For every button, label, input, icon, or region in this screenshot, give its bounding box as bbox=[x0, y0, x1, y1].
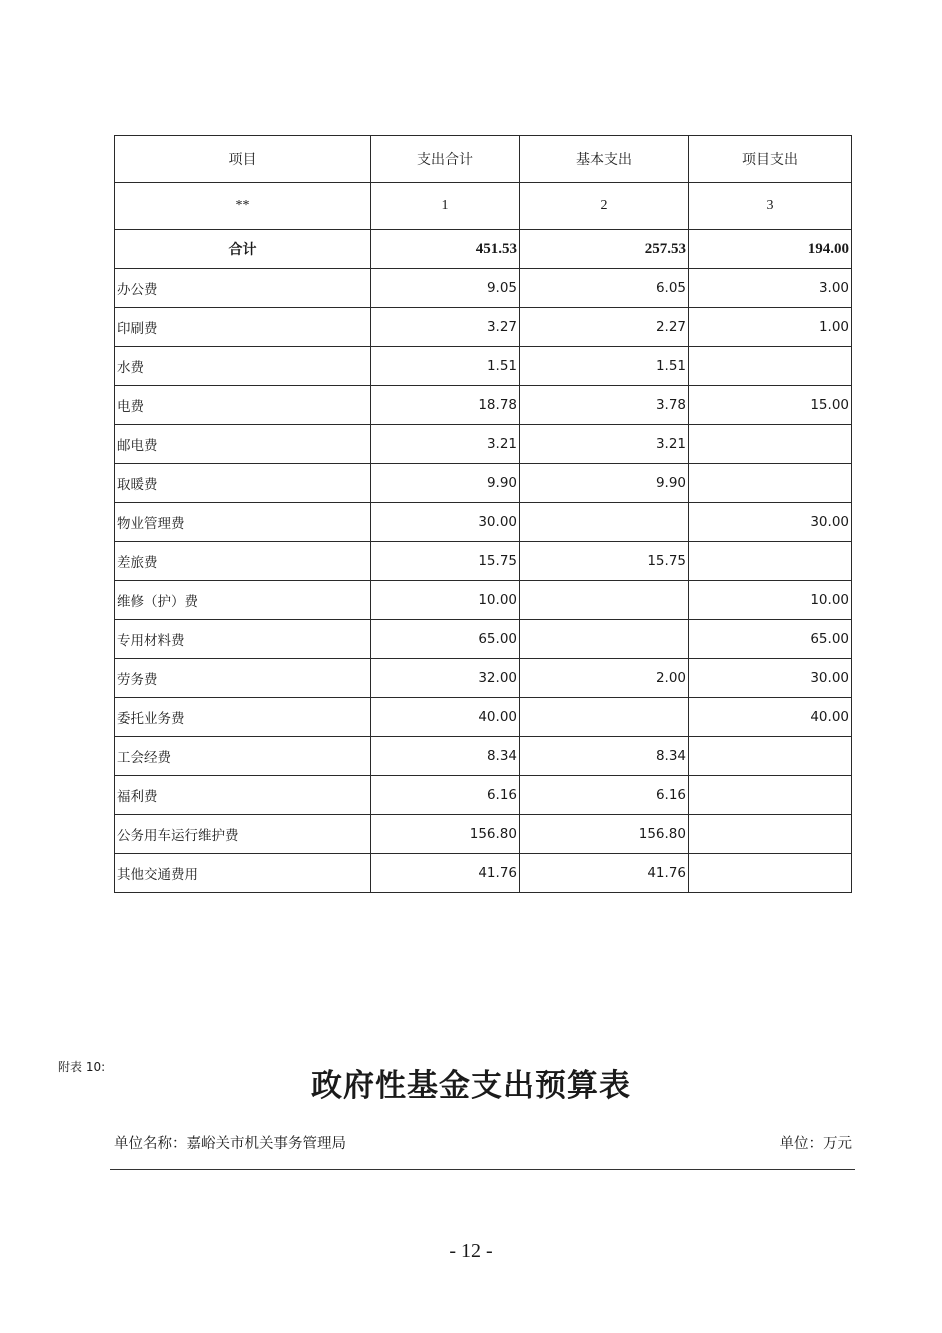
item-total: 41.76 bbox=[371, 854, 520, 893]
item-name: 其他交通费用 bbox=[115, 854, 371, 893]
index-cell: ** bbox=[115, 183, 371, 230]
table-row bbox=[115, 542, 852, 581]
item-basic: 3.21 bbox=[520, 425, 689, 464]
item-total: 15.75 bbox=[371, 542, 520, 581]
total-label: 合计 bbox=[115, 230, 371, 269]
section-title: 政府性基金支出预算表 bbox=[311, 1068, 631, 1104]
table-row bbox=[115, 854, 852, 893]
table-row bbox=[115, 269, 852, 308]
item-name: 水费 bbox=[115, 347, 371, 386]
item-project bbox=[689, 776, 852, 815]
total-sum: 451.53 bbox=[371, 230, 520, 269]
item-total: 10.00 bbox=[371, 581, 520, 620]
item-project: 10.00 bbox=[689, 581, 852, 620]
item-name: 电费 bbox=[115, 386, 371, 425]
item-total: 3.21 bbox=[371, 425, 520, 464]
unit-name: 单位名称：嘉峪关市机关事务管理局 bbox=[114, 1136, 346, 1152]
item-total: 8.34 bbox=[371, 737, 520, 776]
table-row bbox=[115, 464, 852, 503]
item-name: 印刷费 bbox=[115, 308, 371, 347]
item-basic: 1.51 bbox=[520, 347, 689, 386]
page-number: - 12 - bbox=[449, 1240, 493, 1262]
item-name: 物业管理费 bbox=[115, 503, 371, 542]
table-index-row bbox=[115, 183, 852, 230]
item-basic bbox=[520, 698, 689, 737]
item-total: 32.00 bbox=[371, 659, 520, 698]
item-rows bbox=[115, 269, 852, 893]
item-basic: 3.78 bbox=[520, 386, 689, 425]
item-project bbox=[689, 854, 852, 893]
item-project: 30.00 bbox=[689, 503, 852, 542]
total-project: 194.00 bbox=[689, 230, 852, 269]
index-cell: 3 bbox=[689, 183, 852, 230]
item-total: 3.27 bbox=[371, 308, 520, 347]
item-basic: 6.05 bbox=[520, 269, 689, 308]
item-basic: 2.27 bbox=[520, 308, 689, 347]
table-row bbox=[115, 425, 852, 464]
item-project: 65.00 bbox=[689, 620, 852, 659]
item-name: 专用材料费 bbox=[115, 620, 371, 659]
index-cell: 2 bbox=[520, 183, 689, 230]
item-project bbox=[689, 464, 852, 503]
item-total: 30.00 bbox=[371, 503, 520, 542]
item-project: 30.00 bbox=[689, 659, 852, 698]
item-total: 65.00 bbox=[371, 620, 520, 659]
item-name: 劳务费 bbox=[115, 659, 371, 698]
item-total: 9.90 bbox=[371, 464, 520, 503]
item-total: 40.00 bbox=[371, 698, 520, 737]
item-basic: 6.16 bbox=[520, 776, 689, 815]
item-project bbox=[689, 347, 852, 386]
table-row bbox=[115, 581, 852, 620]
table-row bbox=[115, 815, 852, 854]
item-name: 委托业务费 bbox=[115, 698, 371, 737]
item-project bbox=[689, 737, 852, 776]
item-name: 差旅费 bbox=[115, 542, 371, 581]
item-basic: 8.34 bbox=[520, 737, 689, 776]
header-total: 支出合计 bbox=[371, 136, 520, 183]
item-basic: 41.76 bbox=[520, 854, 689, 893]
table-row bbox=[115, 776, 852, 815]
expenditure-table bbox=[114, 135, 852, 893]
item-project: 15.00 bbox=[689, 386, 852, 425]
item-total: 6.16 bbox=[371, 776, 520, 815]
item-name: 工会经费 bbox=[115, 737, 371, 776]
header-basic: 基本支出 bbox=[520, 136, 689, 183]
table-row bbox=[115, 347, 852, 386]
header-item: 项目 bbox=[115, 136, 371, 183]
total-row bbox=[115, 230, 852, 269]
item-name: 取暖费 bbox=[115, 464, 371, 503]
item-name: 维修（护）费 bbox=[115, 581, 371, 620]
table-row bbox=[115, 620, 852, 659]
item-basic: 15.75 bbox=[520, 542, 689, 581]
item-total: 9.05 bbox=[371, 269, 520, 308]
item-total: 18.78 bbox=[371, 386, 520, 425]
item-basic bbox=[520, 503, 689, 542]
item-project bbox=[689, 425, 852, 464]
item-project: 40.00 bbox=[689, 698, 852, 737]
unit-measure: 单位：万元 bbox=[779, 1136, 852, 1152]
appendix-label: 附表 10: bbox=[58, 1060, 106, 1074]
item-name: 福利费 bbox=[115, 776, 371, 815]
item-basic bbox=[520, 620, 689, 659]
item-basic bbox=[520, 581, 689, 620]
index-cell: 1 bbox=[371, 183, 520, 230]
table-row bbox=[115, 659, 852, 698]
table-row bbox=[115, 737, 852, 776]
item-total: 156.80 bbox=[371, 815, 520, 854]
item-name: 邮电费 bbox=[115, 425, 371, 464]
table-row bbox=[115, 698, 852, 737]
table-header-row bbox=[115, 136, 852, 183]
table-row bbox=[115, 386, 852, 425]
item-basic: 2.00 bbox=[520, 659, 689, 698]
header-project: 项目支出 bbox=[689, 136, 852, 183]
divider bbox=[110, 1169, 855, 1170]
item-project bbox=[689, 815, 852, 854]
item-name: 公务用车运行维护费 bbox=[115, 815, 371, 854]
item-total: 1.51 bbox=[371, 347, 520, 386]
item-project: 3.00 bbox=[689, 269, 852, 308]
item-basic: 9.90 bbox=[520, 464, 689, 503]
item-project: 1.00 bbox=[689, 308, 852, 347]
table-row bbox=[115, 503, 852, 542]
table-row bbox=[115, 308, 852, 347]
item-basic: 156.80 bbox=[520, 815, 689, 854]
item-name: 办公费 bbox=[115, 269, 371, 308]
item-project bbox=[689, 542, 852, 581]
total-basic: 257.53 bbox=[520, 230, 689, 269]
